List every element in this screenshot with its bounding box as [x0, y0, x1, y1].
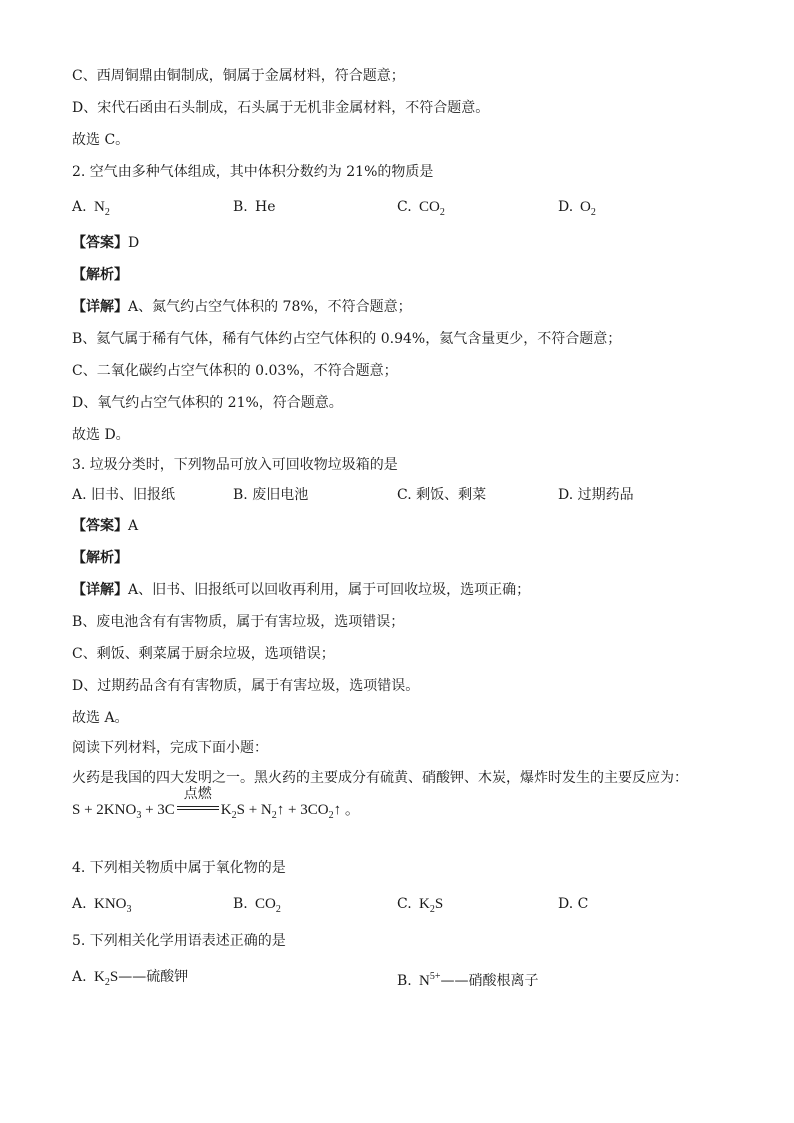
question-5: 5. 下列相关化学用语表述正确的是: [72, 933, 286, 949]
reaction-condition-arrow: 点燃: [177, 800, 219, 820]
text-line: D、宋代石函由石头制成，石头属于无机非金属材料，不符合题意。: [72, 100, 490, 116]
reading-instruction: 阅读下列材料，完成下面小题：: [72, 740, 268, 756]
chemical-equation: $S + 2KNO_3 + 3C$ 点燃 $K_2S$ + $N_2↑$ + $3CO_2↑$ 。: [72, 786, 360, 821]
option-a: A. $N_2$: [72, 199, 110, 218]
detail-line: C、二氧化碳约占空气体积的 0.03%，不符合题意；: [72, 363, 398, 379]
option-a: A. $K_2S——$硫酸钾: [72, 969, 189, 988]
detail-line: 【详解】A、氮气约占空气体积的 78%，不符合题意；: [72, 299, 412, 315]
text-line: 故选 C。: [72, 132, 130, 148]
question-3: 3. 垃圾分类时，下列物品可放入可回收物垃圾箱的是: [72, 457, 398, 473]
text-line: C、西周铜鼎由铜制成，铜属于金属材料，符合题意；: [72, 68, 405, 84]
choose-line: 故选 D。: [72, 427, 130, 443]
option-b: B. 废旧电池: [233, 487, 309, 503]
question-4: 4. 下列相关物质中属于氧化物的是: [72, 860, 286, 876]
option-d: D. $O_2$: [558, 199, 596, 218]
option-b: B. $CO_2$: [233, 896, 281, 915]
detail-line: C、剩饭、剩菜属于厨余垃圾，选项错误；: [72, 646, 335, 662]
detail-line: D、氧气约占空气体积的 21%，符合题意。: [72, 395, 343, 411]
option-c: C. $K_2S$: [397, 896, 444, 915]
analysis-heading: 【解析】: [72, 267, 128, 283]
detail-line: 【详解】A、旧书、旧报纸可以回收再利用，属于可回收垃圾，选项正确；: [72, 582, 531, 598]
detail-line: D、过期药品含有有害物质，属于有害垃圾，选项错误。: [72, 678, 420, 694]
detail-line: B、氦气属于稀有气体，稀有气体约占空气体积的 0.94%，氦气含量更少，不符合题意；: [72, 331, 622, 347]
option-c: C. $CO_2$: [397, 199, 445, 218]
analysis-heading: 【解析】: [72, 550, 128, 566]
answer-line: 【答案】A: [72, 518, 139, 534]
option-a: A. 旧书、旧报纸: [72, 487, 176, 503]
option-c: C. 剩饭、剩菜: [397, 487, 487, 503]
reading-material: 火药是我国的四大发明之一。黑火药的主要成分有硫黄、硝酸钾、木炭，爆炸时发生的主要反应为：: [72, 770, 688, 786]
question-2: 2. 空气由多种气体组成，其中体积分数约为 21%的物质是: [72, 164, 434, 180]
option-d: D. C: [558, 896, 589, 912]
option-b: B. He: [233, 199, 276, 215]
option-b: B. $N^{5+}——$硝酸根离子: [397, 971, 539, 989]
detail-line: B、废电池含有有害物质，属于有害垃圾，选项错误；: [72, 614, 405, 630]
answer-line: 【答案】D: [72, 235, 140, 251]
option-d: D. 过期药品: [558, 487, 634, 503]
option-a: A. $KNO_3$: [72, 896, 132, 915]
choose-line: 故选 A。: [72, 710, 129, 726]
